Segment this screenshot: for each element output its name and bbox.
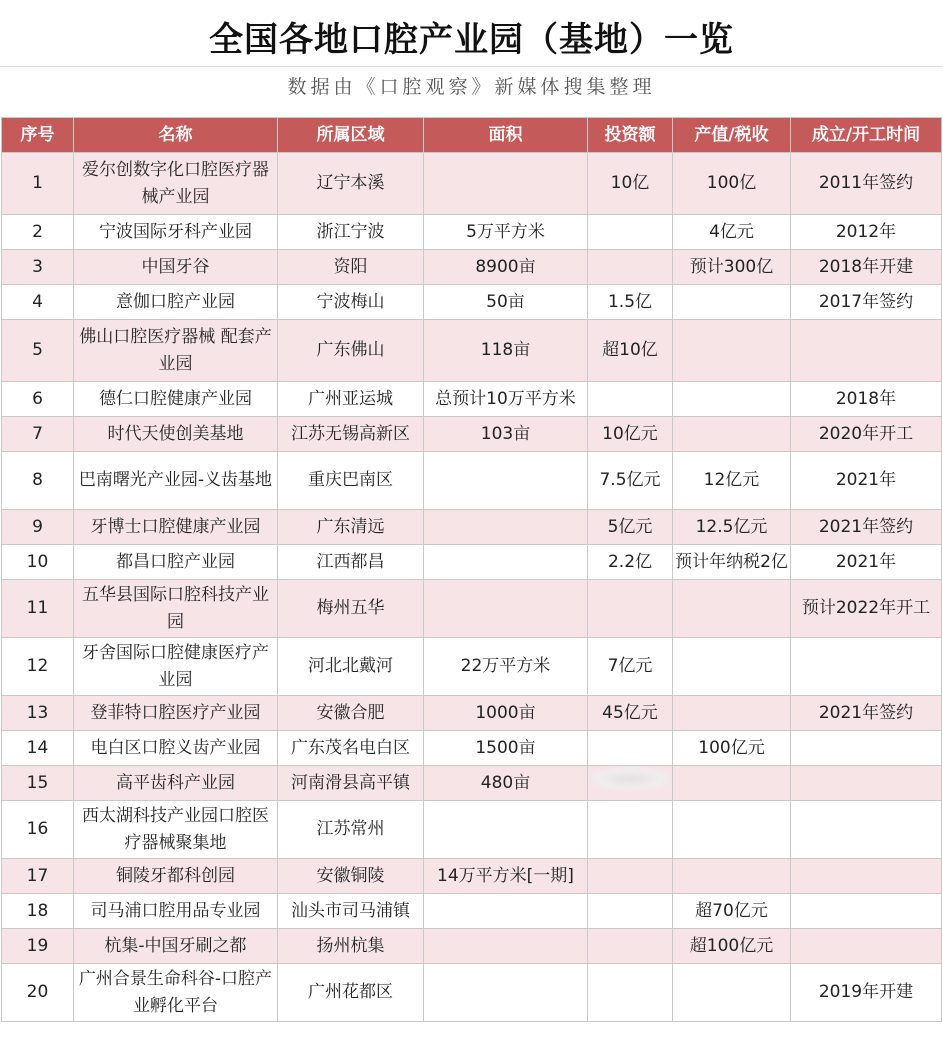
cell-area: 50亩 <box>424 285 588 320</box>
table-row <box>2 580 942 638</box>
cell-region: 汕头市司马浦镇 <box>278 894 424 929</box>
cell-time: 2011年签约 <box>791 153 942 215</box>
cell-area: 1500亩 <box>424 731 588 766</box>
cell-area <box>424 964 588 1022</box>
cell-region: 广东佛山 <box>278 320 424 382</box>
cell-region: 宁波梅山 <box>278 285 424 320</box>
table-row <box>2 250 942 285</box>
cell-region: 江苏无锡高新区 <box>278 417 424 452</box>
cell-no: 15 <box>2 766 74 801</box>
cell-name: 高平齿科产业园 <box>74 766 278 801</box>
cell-output <box>673 964 791 1022</box>
cell-area: 103亩 <box>424 417 588 452</box>
cell-time <box>791 731 942 766</box>
cell-output <box>673 382 791 417</box>
cell-output <box>673 638 791 696</box>
cell-no: 10 <box>2 545 74 580</box>
cell-output: 12亿元 <box>673 452 791 510</box>
cell-no: 16 <box>2 801 74 859</box>
divider <box>0 66 943 67</box>
cell-investment: 10亿 <box>588 153 673 215</box>
cell-time: 2021年签约 <box>791 510 942 545</box>
cell-name: 都昌口腔产业园 <box>74 545 278 580</box>
cell-area: 480亩 <box>424 766 588 801</box>
cell-name: 司马浦口腔用品专业园 <box>74 894 278 929</box>
cell-output: 100亿元 <box>673 731 791 766</box>
cell-no: 1 <box>2 153 74 215</box>
cell-name: 宁波国际牙科产业园 <box>74 215 278 250</box>
cell-area: 22万平方米 <box>424 638 588 696</box>
cell-output: 超100亿元 <box>673 929 791 964</box>
cell-no: 7 <box>2 417 74 452</box>
cell-name: 牙舍国际口腔健康医疗产业园 <box>74 638 278 696</box>
cell-area: 总预计10万平方米 <box>424 382 588 417</box>
cell-output: 预计年纳税2亿 <box>673 545 791 580</box>
cell-time <box>791 801 942 859</box>
cell-area <box>424 929 588 964</box>
cell-name: 中国牙谷 <box>74 250 278 285</box>
cell-no: 20 <box>2 964 74 1022</box>
cell-name: 德仁口腔健康产业园 <box>74 382 278 417</box>
column-header-no: 序号 <box>2 118 74 153</box>
column-header-name: 名称 <box>74 118 278 153</box>
industrial-park-table <box>1 117 942 1022</box>
column-header-area: 面积 <box>424 118 588 153</box>
cell-name: 铜陵牙都科创园 <box>74 859 278 894</box>
cell-name: 牙博士口腔健康产业园 <box>74 510 278 545</box>
cell-investment: 1.5亿 <box>588 285 673 320</box>
cell-name: 巴南曙光产业园-义齿基地 <box>74 452 278 510</box>
blurred-mark <box>590 767 670 791</box>
cell-investment <box>588 215 673 250</box>
cell-region: 梅州五华 <box>278 580 424 638</box>
table-row <box>2 545 942 580</box>
cell-area: 14万平方米[一期] <box>424 859 588 894</box>
table-row <box>2 638 942 696</box>
cell-region: 河南滑县高平镇 <box>278 766 424 801</box>
cell-output: 超70亿元 <box>673 894 791 929</box>
cell-investment <box>588 580 673 638</box>
cell-output: 预计300亿 <box>673 250 791 285</box>
cell-no: 13 <box>2 696 74 731</box>
cell-name: 意伽口腔产业园 <box>74 285 278 320</box>
cell-time <box>791 894 942 929</box>
cell-area <box>424 801 588 859</box>
cell-no: 12 <box>2 638 74 696</box>
cell-region: 扬州杭集 <box>278 929 424 964</box>
cell-region: 安徽合肥 <box>278 696 424 731</box>
cell-area <box>424 510 588 545</box>
cell-time: 2020年开工 <box>791 417 942 452</box>
cell-region: 安徽铜陵 <box>278 859 424 894</box>
cell-output <box>673 417 791 452</box>
cell-output <box>673 801 791 859</box>
cell-no: 19 <box>2 929 74 964</box>
table-row <box>2 320 942 382</box>
cell-investment: 2.2亿 <box>588 545 673 580</box>
table-row <box>2 382 942 417</box>
cell-time: 2018年开建 <box>791 250 942 285</box>
cell-time: 2021年签约 <box>791 696 942 731</box>
cell-investment <box>588 801 673 859</box>
table-row <box>2 696 942 731</box>
cell-area <box>424 153 588 215</box>
cell-investment <box>588 894 673 929</box>
cell-region: 河北北戴河 <box>278 638 424 696</box>
table-row <box>2 452 942 510</box>
table-row <box>2 766 942 801</box>
cell-area <box>424 545 588 580</box>
cell-no: 4 <box>2 285 74 320</box>
cell-output <box>673 859 791 894</box>
cell-no: 11 <box>2 580 74 638</box>
cell-output <box>673 285 791 320</box>
table-header-row <box>2 118 942 153</box>
cell-investment: 7.5亿元 <box>588 452 673 510</box>
cell-no: 18 <box>2 894 74 929</box>
cell-investment <box>588 964 673 1022</box>
cell-no: 6 <box>2 382 74 417</box>
cell-area <box>424 580 588 638</box>
cell-output <box>673 580 791 638</box>
cell-time <box>791 859 942 894</box>
cell-output <box>673 696 791 731</box>
table-row <box>2 285 942 320</box>
cell-name: 佛山口腔医疗器械 配套产业园 <box>74 320 278 382</box>
cell-area: 8900亩 <box>424 250 588 285</box>
table-row <box>2 929 942 964</box>
cell-time <box>791 929 942 964</box>
cell-region: 浙江宁波 <box>278 215 424 250</box>
table-row <box>2 731 942 766</box>
cell-no: 14 <box>2 731 74 766</box>
cell-no: 5 <box>2 320 74 382</box>
cell-name: 爱尔创数字化口腔医疗器械产业园 <box>74 153 278 215</box>
table-row <box>2 215 942 250</box>
cell-investment: 超10亿 <box>588 320 673 382</box>
table-row <box>2 964 942 1022</box>
cell-region: 重庆巴南区 <box>278 452 424 510</box>
cell-no: 2 <box>2 215 74 250</box>
cell-output: 100亿 <box>673 153 791 215</box>
page-subtitle: 数据由《口腔观察》新媒体搜集整理 <box>287 75 656 98</box>
cell-region: 广州亚运城 <box>278 382 424 417</box>
table-row <box>2 153 942 215</box>
cell-name: 杭集-中国牙刷之都 <box>74 929 278 964</box>
column-header-region: 所属区域 <box>278 118 424 153</box>
table-row <box>2 417 942 452</box>
cell-no: 3 <box>2 250 74 285</box>
cell-region: 资阳 <box>278 250 424 285</box>
cell-time: 2021年 <box>791 545 942 580</box>
column-header-output: 产值/税收 <box>673 118 791 153</box>
cell-name: 广州合景生命科谷-口腔产业孵化平台 <box>74 964 278 1022</box>
cell-time: 预计2022年开工 <box>791 580 942 638</box>
cell-investment <box>588 929 673 964</box>
cell-time: 2017年签约 <box>791 285 942 320</box>
cell-name: 五华县国际口腔科技产业园 <box>74 580 278 638</box>
cell-investment: 45亿元 <box>588 696 673 731</box>
cell-output: 12.5亿元 <box>673 510 791 545</box>
cell-area: 1000亩 <box>424 696 588 731</box>
cell-time <box>791 638 942 696</box>
cell-output <box>673 320 791 382</box>
cell-name: 时代天使创美基地 <box>74 417 278 452</box>
page-title: 全国各地口腔产业园（基地）一览 <box>209 19 734 60</box>
column-header-time: 成立/开工时间 <box>791 118 942 153</box>
column-header-investment: 投资额 <box>588 118 673 153</box>
cell-area: 5万平方米 <box>424 215 588 250</box>
cell-region: 广东茂名电白区 <box>278 731 424 766</box>
cell-time: 2019年开建 <box>791 964 942 1022</box>
cell-investment <box>588 859 673 894</box>
cell-time <box>791 766 942 801</box>
cell-time: 2021年 <box>791 452 942 510</box>
cell-time: 2012年 <box>791 215 942 250</box>
cell-region: 广东清远 <box>278 510 424 545</box>
cell-no: 9 <box>2 510 74 545</box>
cell-output: 4亿元 <box>673 215 791 250</box>
cell-region: 江苏常州 <box>278 801 424 859</box>
table-row <box>2 510 942 545</box>
table-row <box>2 894 942 929</box>
cell-investment <box>588 731 673 766</box>
cell-investment <box>588 382 673 417</box>
table-body <box>2 153 942 1022</box>
cell-no: 8 <box>2 452 74 510</box>
cell-region: 江西都昌 <box>278 545 424 580</box>
cell-region: 辽宁本溪 <box>278 153 424 215</box>
cell-investment: 10亿元 <box>588 417 673 452</box>
cell-investment: 5亿元 <box>588 510 673 545</box>
cell-time <box>791 320 942 382</box>
table-row <box>2 859 942 894</box>
cell-investment: 7亿元 <box>588 638 673 696</box>
cell-no: 17 <box>2 859 74 894</box>
cell-output <box>673 766 791 801</box>
cell-investment <box>588 250 673 285</box>
cell-region: 广州花都区 <box>278 964 424 1022</box>
cell-area <box>424 894 588 929</box>
cell-area: 118亩 <box>424 320 588 382</box>
cell-area <box>424 452 588 510</box>
cell-name: 登菲特口腔医疗产业园 <box>74 696 278 731</box>
cell-time: 2018年 <box>791 382 942 417</box>
table-row <box>2 801 942 859</box>
cell-investment <box>588 766 673 801</box>
cell-name: 电白区口腔义齿产业园 <box>74 731 278 766</box>
cell-name: 西太湖科技产业园口腔医疗器械聚集地 <box>74 801 278 859</box>
